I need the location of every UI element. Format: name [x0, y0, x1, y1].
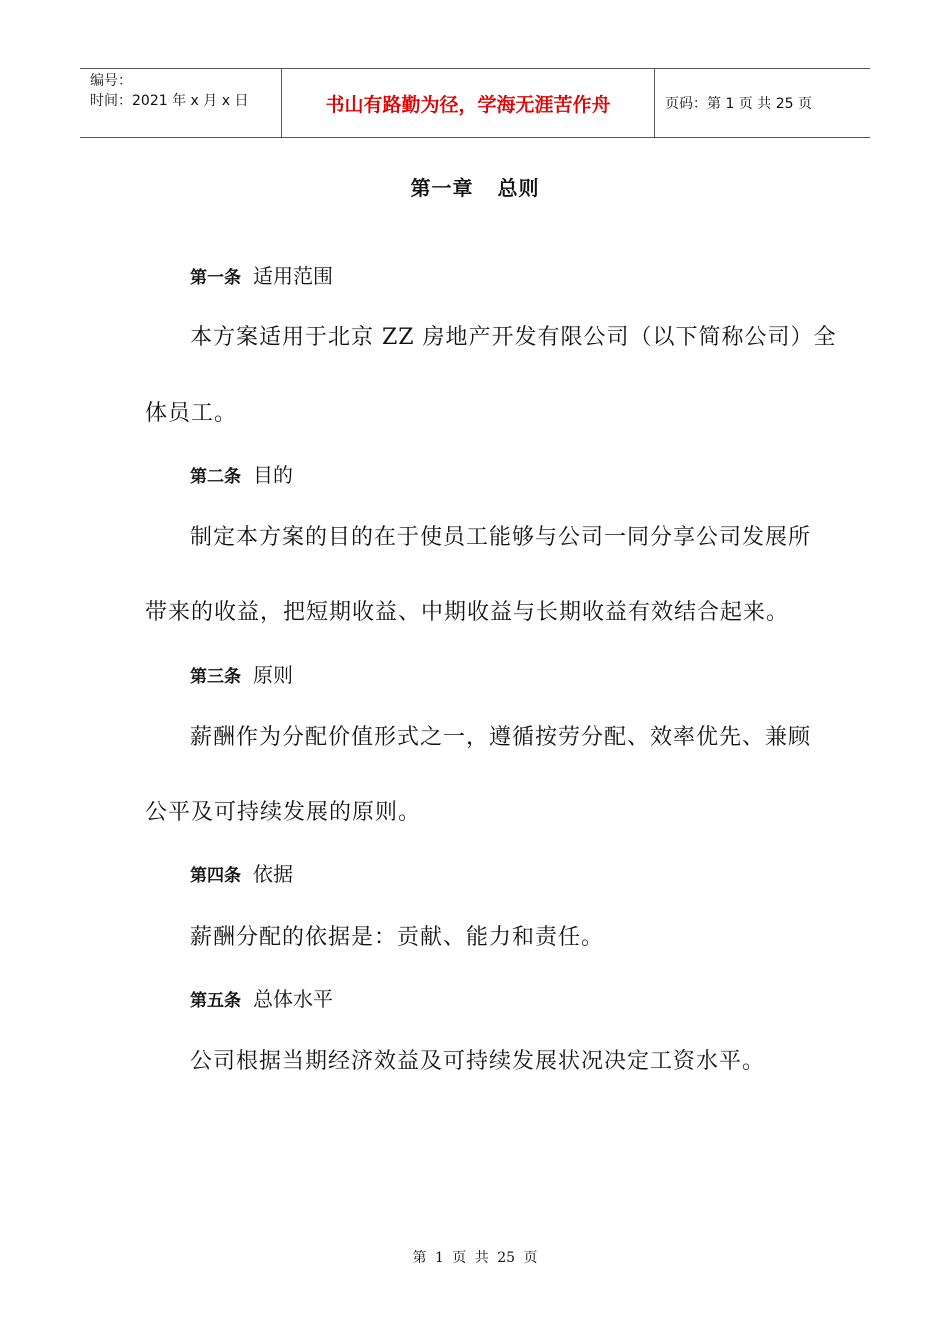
paragraph-line: 带来的收益，把短期收益、中期收益与长期收益有效结合起来。 [145, 600, 790, 625]
paragraph-line: 薪酬分配的依据是：贡献、能力和责任。 [190, 925, 605, 950]
header-motto: 书山有路勤为径，学海无涯苦作舟 [282, 69, 655, 137]
article-title: 依据 [253, 862, 293, 886]
paragraph-line: 公平及可持续发展的原则。 [145, 800, 422, 825]
chapter-number: 第一章 [410, 176, 474, 200]
paragraph-line: 本方案适用于北京 ZZ 房地产开发有限公司（以下简称公司）全 [190, 325, 837, 350]
article-number: 第五条 [190, 991, 241, 1011]
chapter-name: 总则 [497, 176, 540, 200]
paragraph-line: 制定本方案的目的在于使员工能够与公司一同分享公司发展所 [190, 525, 812, 550]
header-table [80, 68, 870, 138]
article-number: 第一条 [190, 268, 241, 288]
article-heading [190, 459, 293, 488]
article-number: 第三条 [190, 667, 241, 687]
article-heading [190, 983, 333, 1012]
paragraph-line: 体员工。 [145, 401, 238, 426]
article-heading [190, 659, 293, 688]
article-title: 目的 [253, 463, 293, 487]
article-heading [190, 260, 333, 289]
article-number: 第四条 [190, 866, 241, 886]
article-heading [190, 858, 293, 887]
article-title: 原则 [253, 663, 293, 687]
header-page-info: 页码：第 1 页 共 25 页 [665, 96, 812, 112]
serial-label: 编号： [90, 73, 132, 89]
article-title: 适用范围 [253, 264, 333, 288]
paragraph-line: 薪酬作为分配价值形式之一，遵循按劳分配、效率优先、兼顾 [190, 725, 812, 750]
chapter-title [0, 172, 950, 201]
article-number: 第二条 [190, 467, 241, 487]
date-label: 时间：2021 年 x 月 x 日 [90, 93, 249, 109]
paragraph-line: 公司根据当期经济效益及可持续发展状况决定工资水平。 [190, 1049, 766, 1074]
page-footer: 第 1 页 共 25 页 [412, 1250, 538, 1266]
article-title: 总体水平 [253, 987, 333, 1011]
header-meta [80, 69, 282, 137]
